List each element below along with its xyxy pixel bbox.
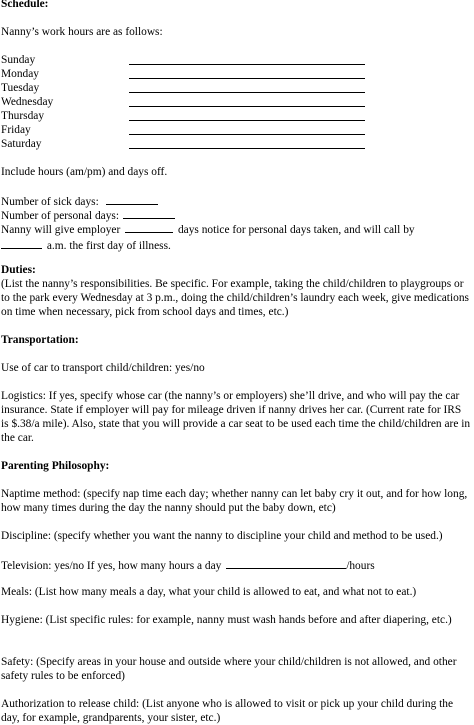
television-text: Television: yes/no If yes, how many hours a day (1, 560, 222, 572)
hours-fill-line[interactable] (129, 64, 365, 65)
duties-heading: Duties: (1, 264, 36, 276)
hours-fill-line[interactable] (129, 106, 365, 107)
discipline-text: Discipline: (specify whether you want the nanny to discipline your child and method to be used.) (1, 530, 443, 542)
logistics-text: Logistics: If yes, specify whose car (the nanny’s or employers) she’ll drive, and who will pay the car insurance. State if employer will pay for mileage driven if nanny drives her car. (Current rate for IRS is $.38/a mile). Also, state that you will provide a car seat to be used each time the child/children are in the car. (1, 390, 471, 444)
hours-fill-line[interactable] (129, 78, 365, 79)
sick-days-label: Number of sick days: (1, 196, 99, 208)
day-label: Thursday (1, 110, 45, 122)
day-label: Wednesday (1, 96, 54, 108)
call-time-blank[interactable] (1, 237, 42, 249)
schedule-intro: Nanny’s work hours are as follows: (1, 26, 163, 38)
sick-days-blank[interactable] (106, 193, 158, 205)
tv-hours-blank[interactable] (226, 557, 346, 569)
schedule-note: Include hours (am/pm) and days off. (1, 166, 168, 178)
safety-text: Safety: (Specify areas in your house and outside where your child/children is not allowed, and other safety rules to be enforced) (1, 656, 457, 682)
television-row (1, 557, 471, 573)
day-label: Friday (1, 124, 31, 136)
parenting-heading: Parenting Philosophy: (1, 460, 110, 472)
notice-text-1: Nanny will give employer (1, 224, 121, 236)
day-label: Monday (1, 68, 39, 80)
hours-fill-line[interactable] (129, 120, 365, 121)
television-unit: /hours (346, 560, 375, 572)
schedule-heading: Schedule: (1, 0, 49, 10)
personal-days-blank[interactable] (123, 207, 175, 219)
day-label: Sunday (1, 54, 36, 66)
hygiene-text: Hygiene: (List specific rules: for example, nanny must wash hands before and after diapering, etc.) (1, 614, 452, 626)
notice-text-2: days notice for personal days taken, and will call by (177, 224, 415, 236)
hours-fill-line[interactable] (129, 134, 365, 135)
notice-days-blank[interactable] (125, 221, 173, 233)
hours-fill-line[interactable] (129, 92, 365, 93)
personal-days-label: Number of personal days: (1, 210, 119, 222)
naptime-text: Naptime method: (specify nap time each day; whether nanny can let baby cry it out, and for how long, how many times during the day the nanny should put the baby down, etc) (1, 488, 468, 514)
transportation-heading: Transportation: (1, 334, 79, 346)
authorization-text: Authorization to release child: (List anyone who is allowed to visit or pick up your child during the day, for example, grandparents, your sister, etc.) (1, 698, 454, 724)
notice-paragraph (1, 221, 471, 253)
notice-text-3: a.m. the first day of illness. (46, 240, 171, 252)
meals-text: Meals: (List how many meals a day, what your child is allowed to eat, and what not to eat.) (1, 586, 417, 598)
hours-fill-line[interactable] (129, 148, 365, 149)
day-label: Tuesday (1, 82, 40, 94)
duties-text: (List the nanny’s responsibilities. Be specific. For example, taking the child/children to playgroups or to the park every Wednesday at 3 p.m., doing the child/children’s laundry each week, give medications on time when necessary, pick from school days and times, etc.) (1, 278, 469, 318)
day-label: Saturday (1, 138, 42, 150)
car-use-text: Use of car to transport child/children: yes/no (1, 362, 205, 374)
